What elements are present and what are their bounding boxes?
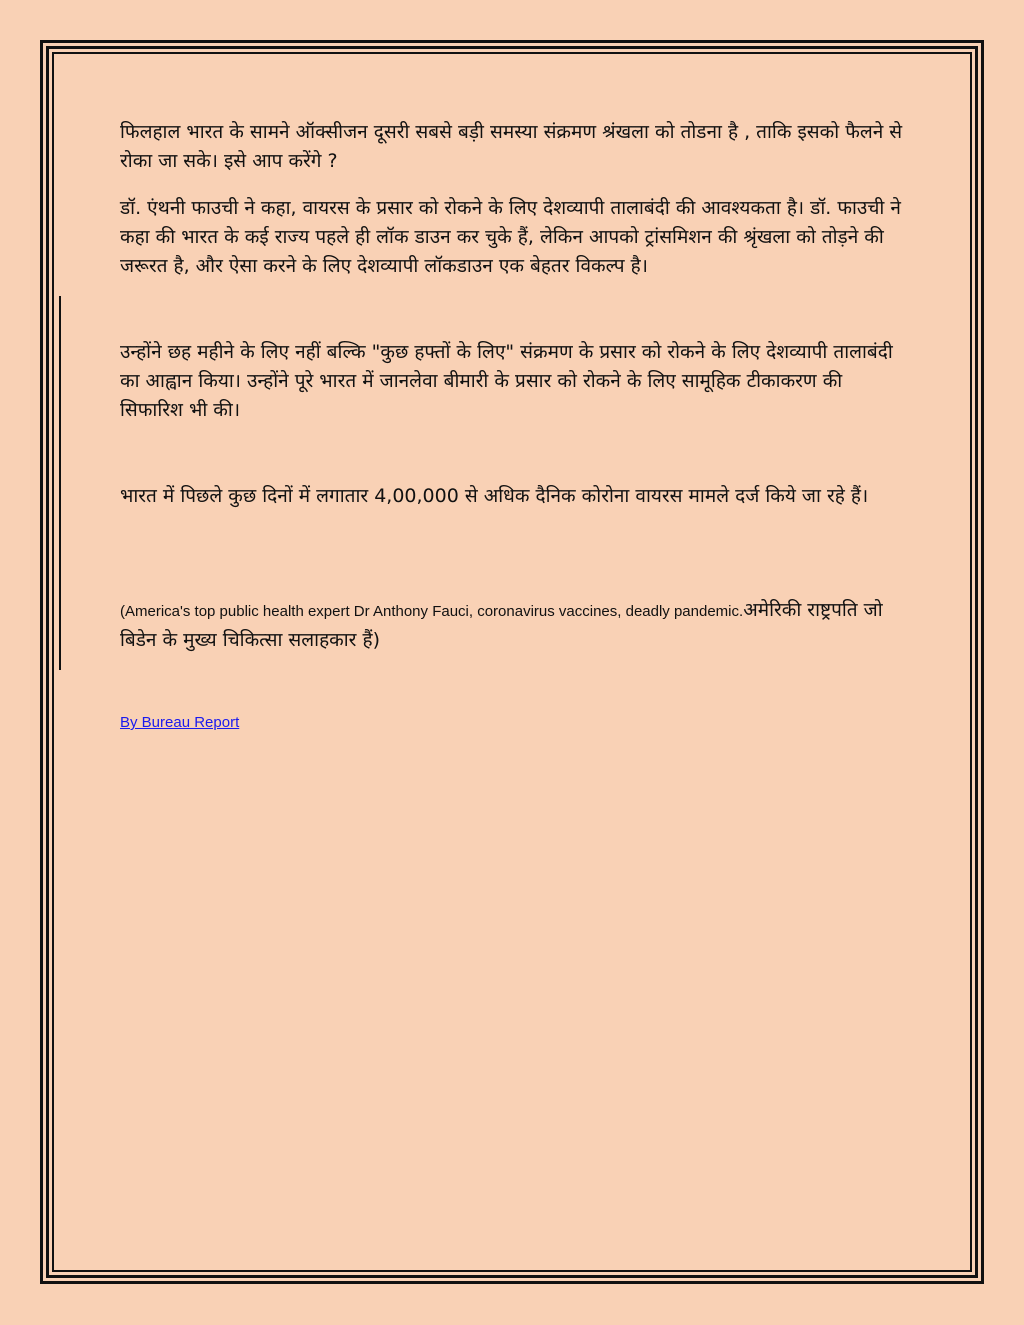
byline-link[interactable]: By Bureau Report: [120, 714, 240, 731]
margin-rule: [59, 296, 61, 670]
paragraph-2: डॉ. एंथनी फाउची ने कहा, वायरस के प्रसार को रोकने के लिए देशव्यापी तालाबंदी की आवश्यकता है। डॉ. फाउची ने कहा की भारत के कई राज्य पहले ही लॉक डाउन कर चुके हैं, लेकिन आपको ट्रांसमिशन की श्रृंखला को तोड़ने की जरूरत है, और ऐसा करने के लिए देशव्यापी लॉकडाउन एक बेहतर विकल्प है।: [120, 197, 901, 277]
paragraph-4: भारत में पिछले कुछ दिनों में लगातार 4,00,000 से अधिक दैनिक कोरोना वायरस मामले दर्ज किये जा रहे हैं।: [120, 485, 869, 507]
footnote-hindi: अमेरिकी राष्ट्रपति जो बिडेन के मुख्य चिकित्सा सलाहकार हैं): [120, 599, 883, 651]
paragraph-1: फिलहाल भारत के सामने ऑक्सीजन दूसरी सबसे बड़ी समस्या संक्रमण श्रंखला को तोडना है , ताकि इसको फैलने से रोका जा सके। इसे आप करेंगे ?: [120, 121, 903, 172]
footnote: [120, 596, 910, 655]
footnote-english: (America's top public health expert Dr Anthony Fauci, coronavirus vaccines, deadly pandemic.: [120, 603, 744, 620]
paragraph-3: उन्होंने छह महीने के लिए नहीं बल्कि "कुछ हफ्तों के लिए" संक्रमण के प्रसार को रोकने के लिए देशव्यापी तालाबंदी का आह्वान किया। उन्होंने पूरे भारत में जानलेवा बीमारी के प्रसार को रोकने के लिए सामूहिक टीकाकरण की सिफारिश भी की।: [120, 341, 893, 421]
